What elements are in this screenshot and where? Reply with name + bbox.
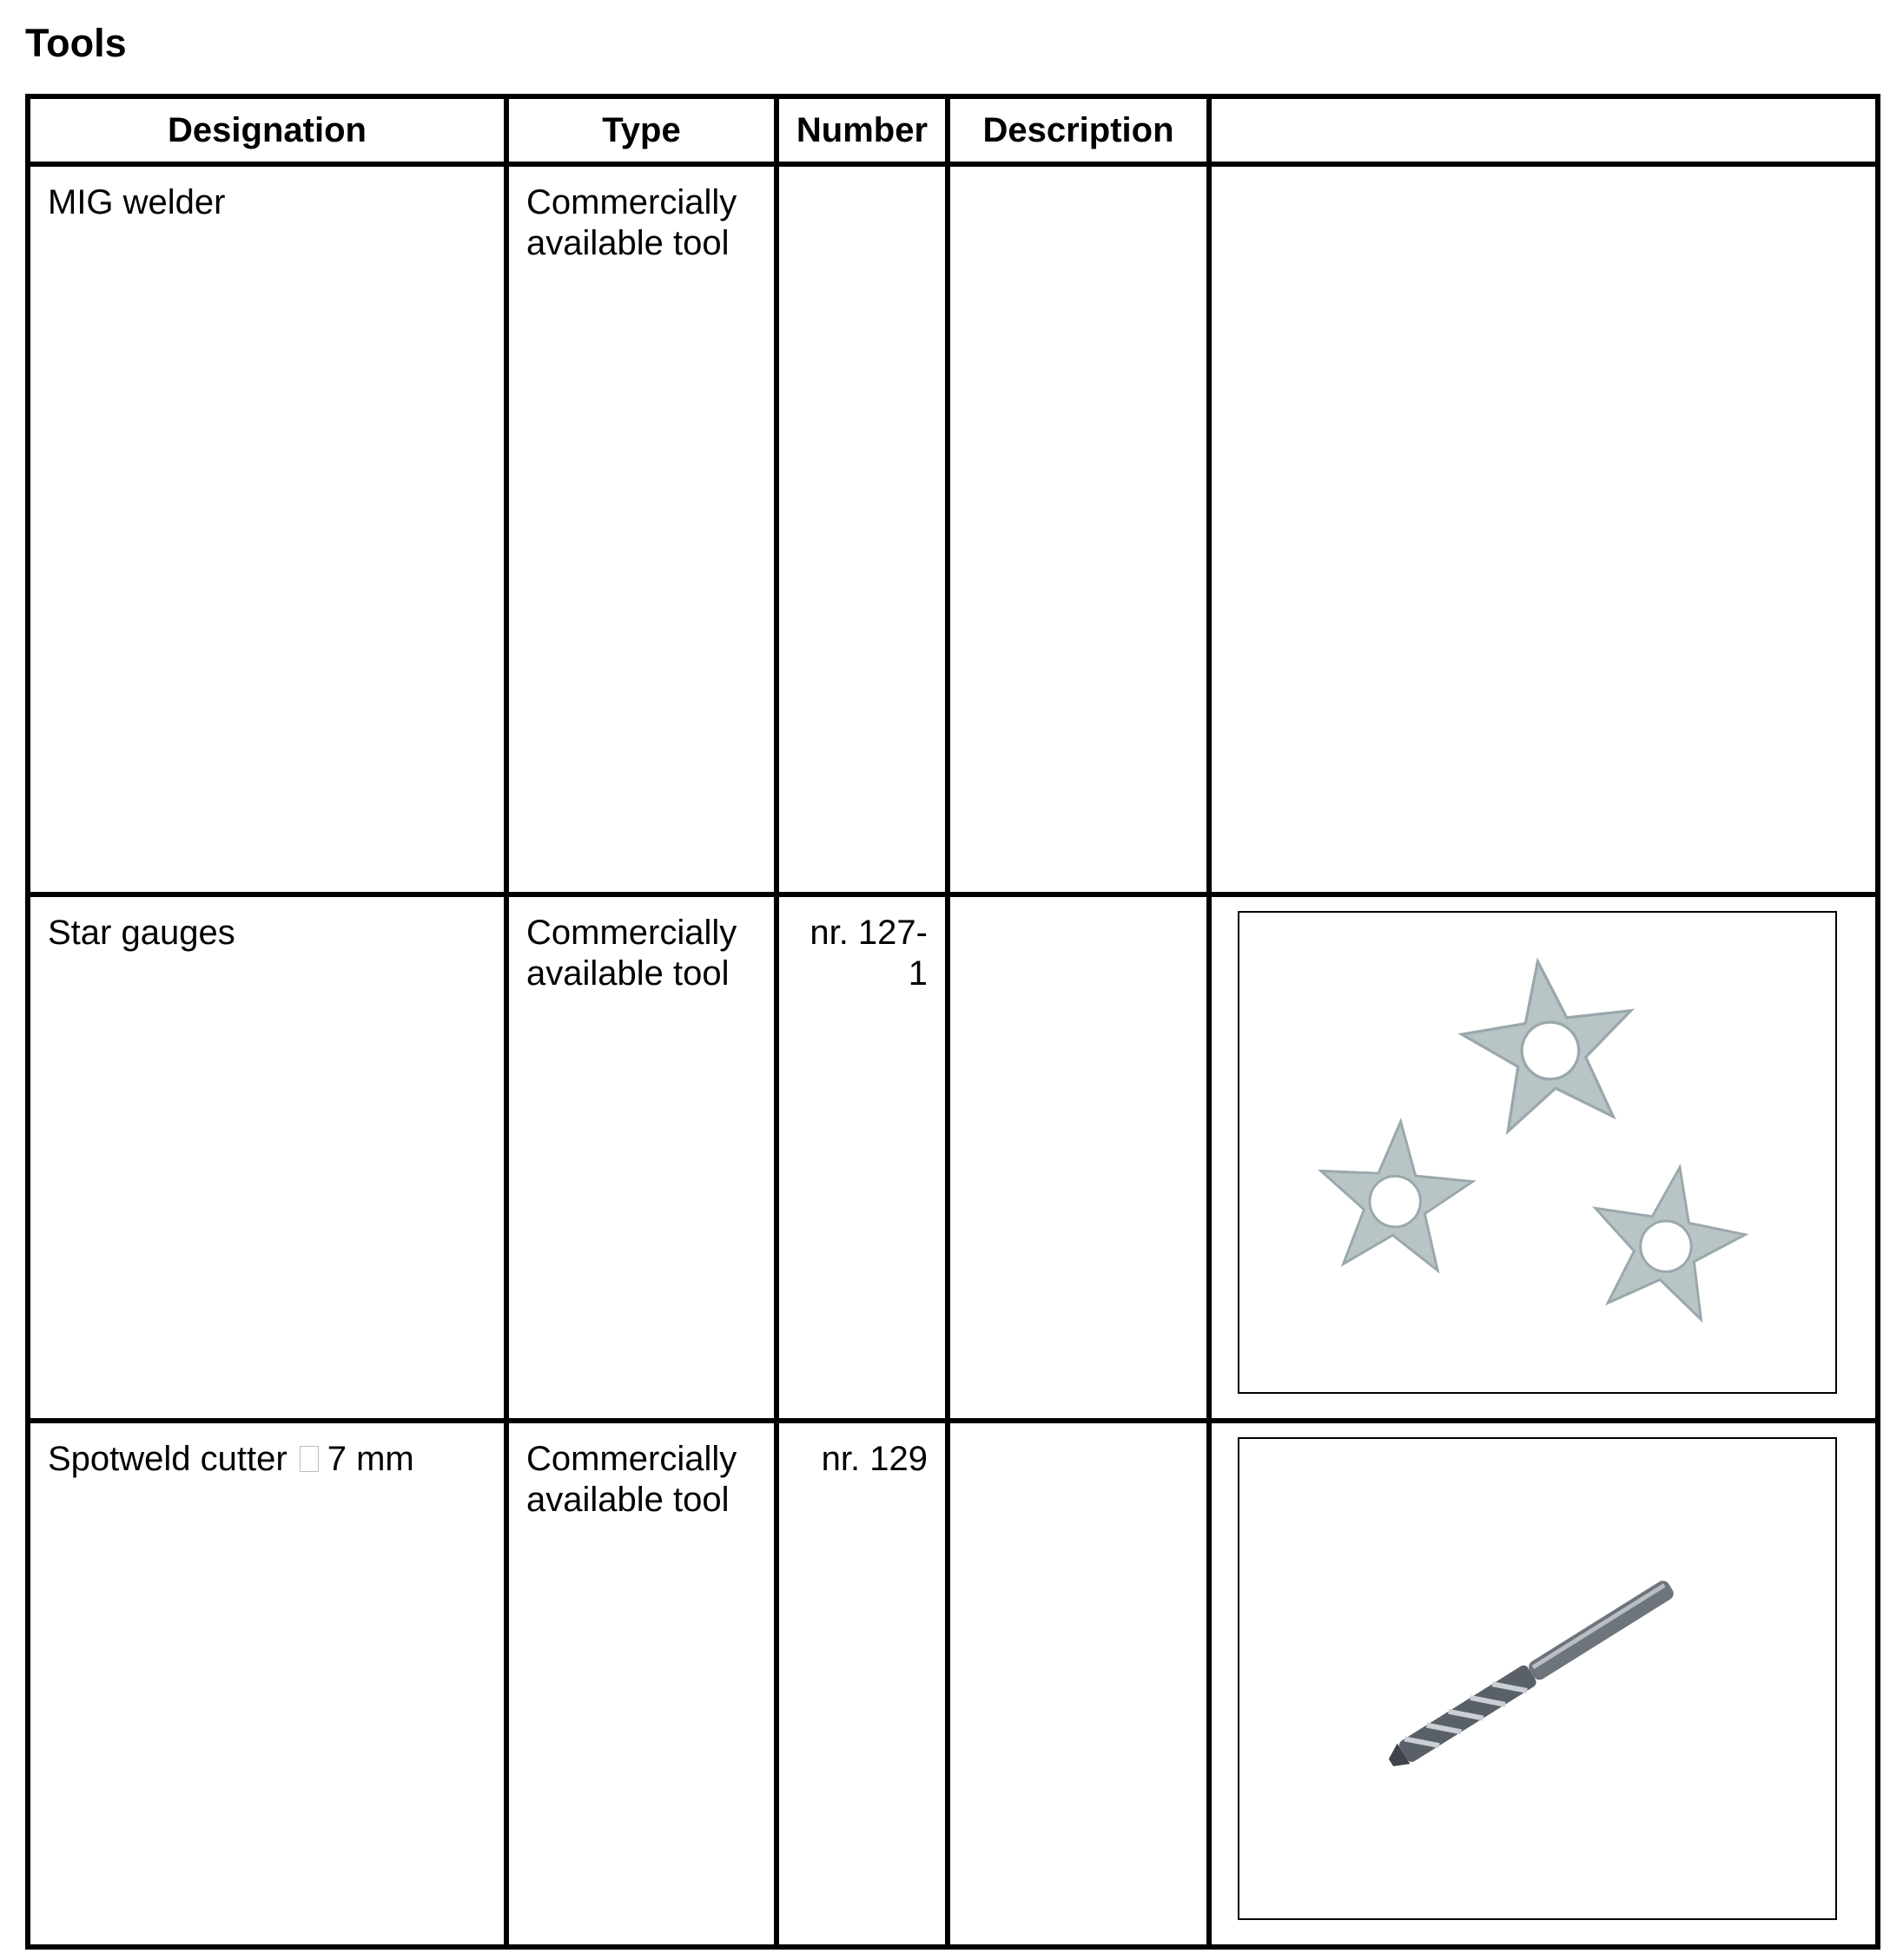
header-number: Number: [776, 96, 948, 164]
cell-type: [506, 894, 776, 1421]
designation-name: Spotweld cutter: [48, 1440, 287, 1478]
star-gauge: [1315, 1116, 1477, 1272]
table-header-row: [28, 96, 1878, 164]
cell-description: [948, 894, 1209, 1421]
cell-number: [776, 164, 948, 894]
cell-designation: MIG welder: [28, 164, 506, 894]
spotweld-cutter-photo: [1238, 1437, 1837, 1920]
cell-image: [1209, 164, 1878, 894]
cell-type: [506, 1421, 776, 1947]
tools-table: [25, 94, 1880, 1950]
cell-image: [1209, 894, 1878, 1421]
cell-description: [948, 164, 1209, 894]
cell-number: [776, 894, 948, 1421]
table-row: [28, 164, 1878, 894]
drill-bit: [1384, 1577, 1677, 1772]
header-description: Description: [948, 96, 1209, 164]
header-image: [1209, 96, 1878, 164]
type-line: available tool: [526, 224, 730, 262]
drill-bit-illustration: [1239, 1439, 1835, 1918]
cell-designation: Star gauges: [28, 894, 506, 1421]
designation-size: 7 mm: [327, 1440, 414, 1478]
type-line: Commercially: [526, 914, 737, 952]
star-gauge: [1453, 949, 1645, 1135]
cell-number: nr. 129: [776, 1421, 948, 1947]
number-line: 1: [908, 954, 928, 993]
type-line: available tool: [526, 1481, 730, 1519]
missing-glyph-icon: [300, 1446, 319, 1472]
page-title: Tools: [25, 21, 127, 65]
cell-type: [506, 164, 776, 894]
type-line: available tool: [526, 954, 730, 993]
header-designation: Designation: [28, 96, 506, 164]
star-gauges-photo: [1238, 911, 1837, 1394]
type-line: Commercially: [526, 183, 737, 221]
type-line: Commercially: [526, 1440, 737, 1478]
table-row: [28, 894, 1878, 1421]
cell-image: [1209, 1421, 1878, 1947]
star-gauges-illustration: [1239, 913, 1835, 1392]
table-row: [28, 1421, 1878, 1947]
cell-designation: [28, 1421, 506, 1947]
number-line: nr. 127-: [810, 914, 928, 952]
cell-description: [948, 1421, 1209, 1947]
star-gauge: [1580, 1154, 1755, 1324]
header-type: Type: [506, 96, 776, 164]
